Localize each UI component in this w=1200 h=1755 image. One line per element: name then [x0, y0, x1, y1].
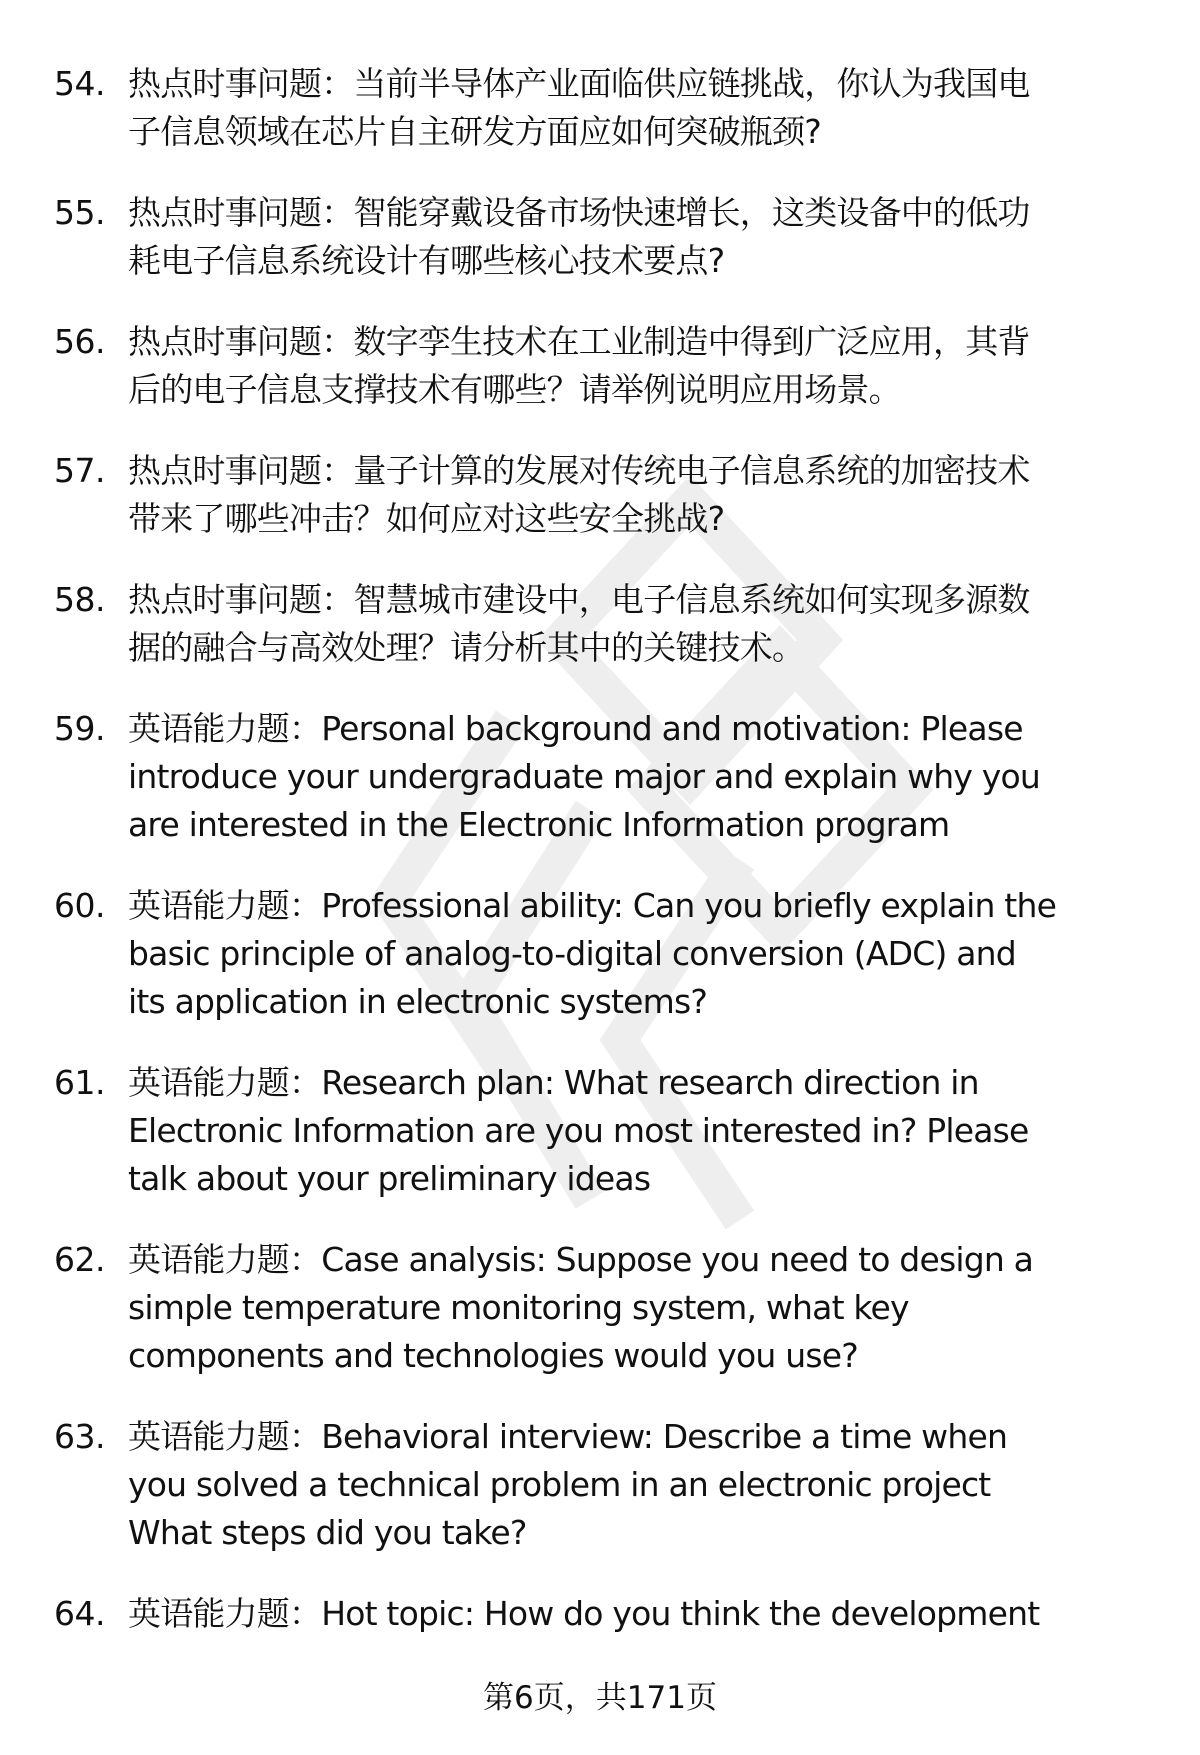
question-line: 热点时事问题：当前半导体产业面临供应链挑战，你认为我国电: [128, 64, 1030, 103]
question-line: 热点时事问题：量子计算的发展对传统电子信息系统的加密技术: [128, 451, 1030, 490]
question-text: [128, 60, 1154, 156]
question-item-63: [54, 1413, 1154, 1557]
question-text: [128, 1590, 1154, 1638]
question-number: 60.: [54, 886, 105, 925]
question-line: 后的电子信息支撑技术有哪些？请举例说明应用场景。: [128, 370, 901, 409]
question-line: 热点时事问题：数字孪生技术在工业制造中得到广泛应用，其背: [128, 322, 1030, 361]
question-item-64: [54, 1590, 1154, 1638]
question-line: simple temperature monitoring system, what key: [128, 1288, 909, 1327]
question-text: [128, 318, 1154, 414]
question-text: [128, 1059, 1154, 1203]
question-text: [128, 705, 1154, 849]
page-footer: 第6页，共171页: [483, 1680, 717, 1716]
question-line: basic principle of analog-to-digital conversion (ADC) and: [128, 934, 1016, 973]
question-item-62: [54, 1236, 1154, 1380]
question-item-57: [54, 447, 1154, 543]
question-item-60: [54, 882, 1154, 1026]
question-text: [128, 447, 1154, 543]
question-line: 据的融合与高效处理？请分析其中的关键技术。: [128, 628, 805, 667]
question-line: 耗电子信息系统设计有哪些核心技术要点?: [128, 241, 725, 280]
question-number: 55.: [54, 193, 105, 232]
question-item-54: [54, 60, 1154, 156]
question-line: 英语能力题：Hot topic: How do you think the development: [128, 1594, 1040, 1633]
question-line: Electronic Information are you most interested in? Please: [128, 1111, 1029, 1150]
question-item-58: [54, 576, 1154, 672]
question-line: 英语能力题：Professional ability: Can you briefly explain the: [128, 886, 1057, 925]
question-line: 英语能力题：Personal background and motivation: Please: [128, 709, 1023, 748]
question-line: its application in electronic systems?: [128, 982, 708, 1021]
question-line: 英语能力题：Research plan: What research direction in: [128, 1063, 979, 1102]
question-line: are interested in the Electronic Information program: [128, 805, 950, 844]
question-number: 56.: [54, 322, 105, 361]
question-text: [128, 1236, 1154, 1380]
question-number: 57.: [54, 451, 105, 490]
question-item-59: [54, 705, 1154, 849]
question-number: 58.: [54, 580, 105, 619]
question-item-56: [54, 318, 1154, 414]
question-line: you solved a technical problem in an electronic project: [128, 1465, 991, 1504]
question-number: 63.: [54, 1417, 105, 1456]
question-text: [128, 189, 1154, 285]
question-line: 英语能力题：Behavioral interview: Describe a time when: [128, 1417, 1008, 1456]
question-line: 带来了哪些冲击？如何应对这些安全挑战?: [128, 499, 725, 538]
question-number: 54.: [54, 64, 105, 103]
question-text: [128, 882, 1154, 1026]
question-number: 64.: [54, 1594, 105, 1633]
question-line: talk about your preliminary ideas: [128, 1159, 651, 1198]
question-item-61: [54, 1059, 1154, 1203]
question-text: [128, 576, 1154, 672]
question-number: 61.: [54, 1063, 105, 1102]
question-line: 热点时事问题：智慧城市建设中，电子信息系统如何实现多源数: [128, 580, 1030, 619]
question-text: [128, 1413, 1154, 1557]
question-line: components and technologies would you use?: [128, 1336, 858, 1375]
question-number: 59.: [54, 709, 105, 748]
question-line: 热点时事问题：智能穿戴设备市场快速增长，这类设备中的低功: [128, 193, 1030, 232]
question-number: 62.: [54, 1240, 105, 1279]
question-line: 英语能力题：Case analysis: Suppose you need to design a: [128, 1240, 1034, 1279]
question-item-55: [54, 189, 1154, 285]
question-line: introduce your undergraduate major and explain why you: [128, 757, 1041, 796]
question-line: 子信息领域在芯片自主研发方面应如何突破瓶颈?: [128, 112, 821, 151]
question-line: What steps did you take?: [128, 1513, 527, 1552]
